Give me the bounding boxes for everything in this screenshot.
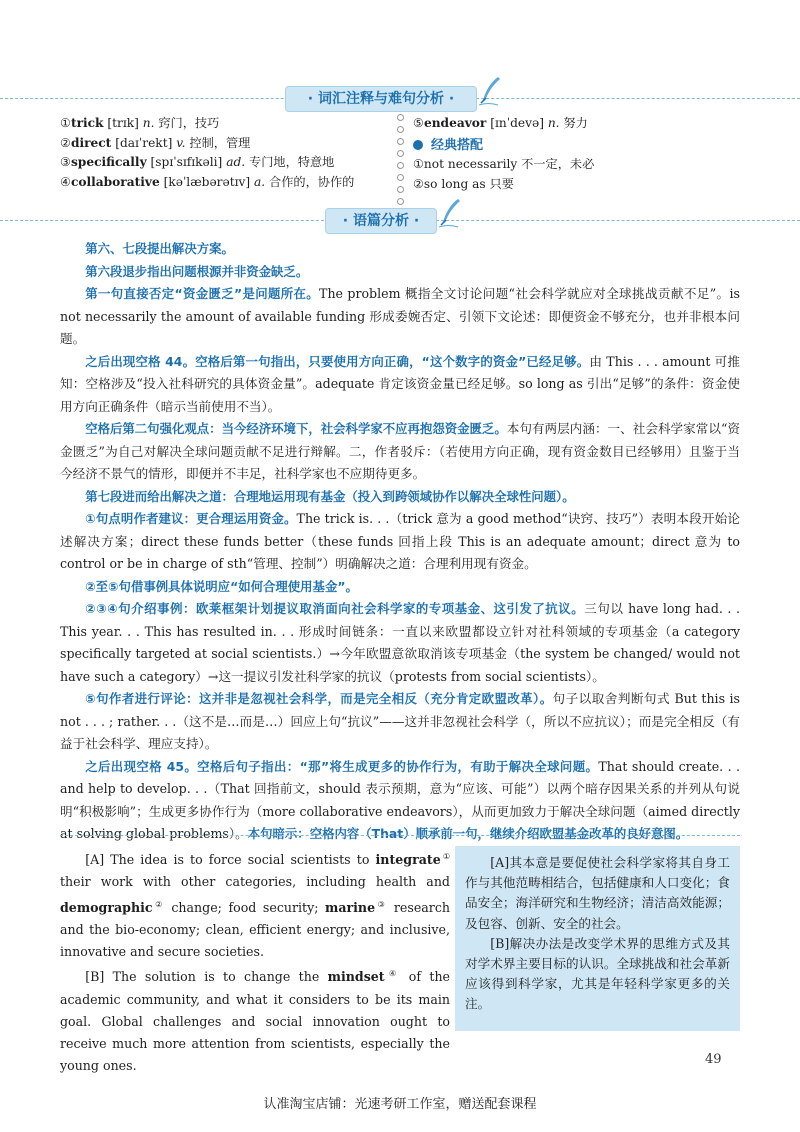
- analysis-paragraph: 空格后第二句强化观点：当今经济环境下，社会科学家不应再抱怨资金匮乏。本句有两层内涵：一、社会科学家常以“资金匮乏”为自己对解决全球问题贡献不足进行辩解。二，作者驳斥：（若使用方向正确，现有资金数目已经够用）且鉴于当今经济不景气的情形，即便并不丰足，社科学家也不应期待更多。: [60, 421, 740, 481]
- collocation-item: ①not necessarily 不一定，未必: [413, 157, 595, 171]
- analysis-paragraph: 之后出现空格 45。空格后句子指出：“那”将生成更多的协作行为，有助于解决全球问题。That should create. . . and help to develop. . .（That 回指前文，should 表示预期，意为“应该、可能”）以两个暗存因果关系的并列从句说明“积极影响”；生成更多协作行为（more collaborative endeavors），从而更加致力于解决全球问题（aimed directly at solving global problems）。本句暗示：空格内容（That）顺承前一句，继续介绍欧盟基金改革的良好意图。: [60, 758, 740, 841]
- analysis-paragraph: ①句点明作者建议：更合理运用资金。The trick is. . .（trick 意为 a good method“诀窍、技巧”）表明本段开始论述解决方案；direct these funds better（these funds 回指上段 This is an adequate amount；direct 意为 to control or be in charge of sth“管理、控制”）明确解决之道：合理利用现有资金。: [60, 511, 740, 571]
- collocation-item: ②so long as 只要: [413, 176, 514, 191]
- vocab-section-title: · 词汇注释与难句分析 ·: [285, 86, 477, 112]
- quill-icon: [438, 198, 462, 228]
- vocab-section-header: [0, 86, 800, 112]
- analysis-line: 第六、七段提出解决方案。: [85, 241, 234, 256]
- collocation-title: 经典搭配: [413, 136, 594, 156]
- translation-a: [A]其本意是要促使社会科学家将其自身工作与其他范畴相结合，包括健康和人口变化；食品安全；海洋研究和生物经济；清洁高效能源；及包容、创新、安全的社会。: [465, 855, 730, 931]
- options-text: [60, 846, 450, 1078]
- vocab-item: ③specifically [spɪˈsɪfɪkəli] ad. 专门地，特意地: [60, 155, 335, 169]
- vocab-item: ⑤endeavor [ɪnˈdevə] n. 努力: [413, 116, 588, 130]
- vocab-list: [60, 114, 354, 192]
- option-b: [B] The solution is to change the mindset④ of the academic community, and what it considers to be its main goal. Global challenges and social innovation ought to receive much more attention from scientists, especially the young ones.: [60, 969, 451, 1074]
- analysis-paragraph: ②③④句介绍事例：欧莱框架计划提议取消面向社会科学家的专项基金、这引发了抗议。三句以 have long had. . . This year. . . This has resulted in. . . 形成时间链条：一直以来欧盟都设立针对社科领域的专项基金（a category specifically targeted at social scientists.）→今年欧盟意欲取消该专项基金（the system be changed/ would not have such a category）→这一提议引发社科学家的抗议（protests from social scientists）。: [60, 601, 740, 684]
- vocab-item: ④collaborative [kəˈlæbərətɪv] a. 合作的，协作的: [60, 174, 355, 189]
- bullet-icon: [413, 140, 423, 150]
- option-a: [A] The idea is to force social scientists to integrate① their work with other categories, including health and demographic② change; food security; marine③ research and the bio-economy; clean, efficient energy; and inclusive, innovative and secure societies.: [60, 852, 450, 960]
- translation-b: [B]解决办法是改变学术界的思维方式及其对学术界主要目标的认识。全球挑战和社会革新应该得到科学家，尤其是年轻科学家更多的关注。: [465, 935, 730, 1012]
- quill-icon: [478, 76, 502, 106]
- column-separator: [397, 114, 405, 194]
- vocab-item: ②direct [daɪˈrekt] v. 控制，管理: [60, 135, 251, 150]
- analysis-section-header: [0, 208, 800, 234]
- analysis-paragraph: 之后出现空格 44。空格后第一句指出，只要使用方向正确，“这个数字的资金”已经足够。由 This . . . amount 可推知：空格涉及“投入社科研究的具体资金量”。adequate 肯定该资金量已经足够。so long as 引出“足够”的条件：资金使用方向正确条件（暗示当前使用不当）。: [60, 353, 740, 414]
- page-number: 49: [705, 1052, 722, 1067]
- section-divider: [60, 835, 740, 836]
- analysis-line: ②至⑤句借事例具体说明应“如何合理使用基金”。: [85, 578, 358, 594]
- analysis-line: 第七段进而给出解决之道：合理地运用现有基金（投入到跨领域协作以解决全球性问题）。: [85, 488, 575, 504]
- vocab-right: [413, 114, 594, 194]
- analysis-body: [60, 238, 740, 846]
- analysis-line: 第六段退步指出问题根源并非资金缺乏。: [85, 263, 309, 279]
- analysis-section-title: · 语篇分析 ·: [325, 208, 437, 234]
- vocab-item: ①trick [trɪk] n. 窍门，技巧: [60, 116, 220, 130]
- translation-box: [455, 846, 740, 1031]
- analysis-paragraph: 第一句直接否定“资金匮乏”是问题所在。The problem 概指全文讨论问题“社会科学就应对全球挑战贡献不足”。is not necessarily the amount of available funding 形成委婉否定、引领下文论述：即便资金不够充分，也并非根本问题。: [60, 286, 740, 346]
- analysis-paragraph: ⑤句作者进行评论：这并非是忽视社会科学，而是完全相反（充分肯定欧盟改革）。句子以取舍判断句式 But this is not . . . ; rather. . .（这不是…而是…）回应上句“抗议”——这并非忽视社会科学（，所以不应抗议）；而是完全相反（有益于社会科学、理应支持）。: [60, 691, 740, 751]
- footer-text: 认准淘宝店铺：光速考研工作室，赠送配套课程: [263, 1097, 537, 1112]
